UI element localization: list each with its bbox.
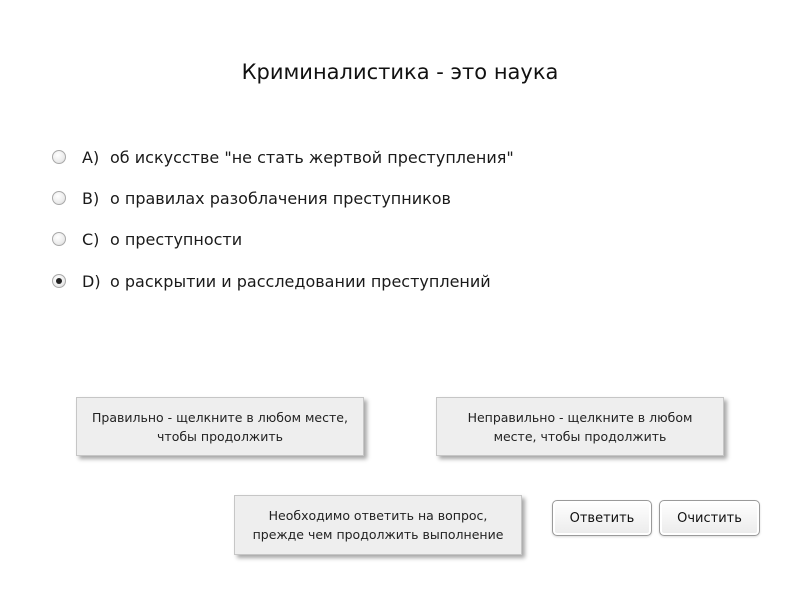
radio-a-icon[interactable] xyxy=(52,150,66,164)
option-d-text: о раскрытии и расследовании преступлений xyxy=(110,271,491,291)
required-feedback: Необходимо ответить на вопрос, прежде чем продолжить выполнение xyxy=(234,495,522,555)
radio-b-icon[interactable] xyxy=(52,191,66,205)
option-b[interactable] xyxy=(52,184,612,212)
option-c[interactable] xyxy=(52,225,612,253)
incorrect-feedback[interactable]: Неправильно - щелкните в любом месте, чтобы продолжить xyxy=(436,397,724,456)
option-c-text: о преступности xyxy=(110,229,243,249)
option-d[interactable] xyxy=(52,267,612,295)
option-d-letter: D) xyxy=(82,271,101,291)
question-title: Криминалистика - это наука xyxy=(241,60,559,84)
radio-d-icon[interactable] xyxy=(52,274,66,288)
clear-button[interactable]: Очистить xyxy=(659,500,760,536)
submit-button[interactable]: Ответить xyxy=(552,500,652,536)
option-b-text: о правилах разоблачения преступников xyxy=(110,188,451,208)
option-c-letter: C) xyxy=(82,229,100,249)
option-a-letter: A) xyxy=(82,147,100,167)
option-a-text: об искусстве "не стать жертвой преступления" xyxy=(110,147,514,167)
radio-c-icon[interactable] xyxy=(52,232,66,246)
option-a[interactable] xyxy=(52,143,612,171)
correct-feedback[interactable]: Правильно - щелкните в любом месте, чтобы продолжить xyxy=(76,397,364,456)
option-b-letter: B) xyxy=(82,188,100,208)
